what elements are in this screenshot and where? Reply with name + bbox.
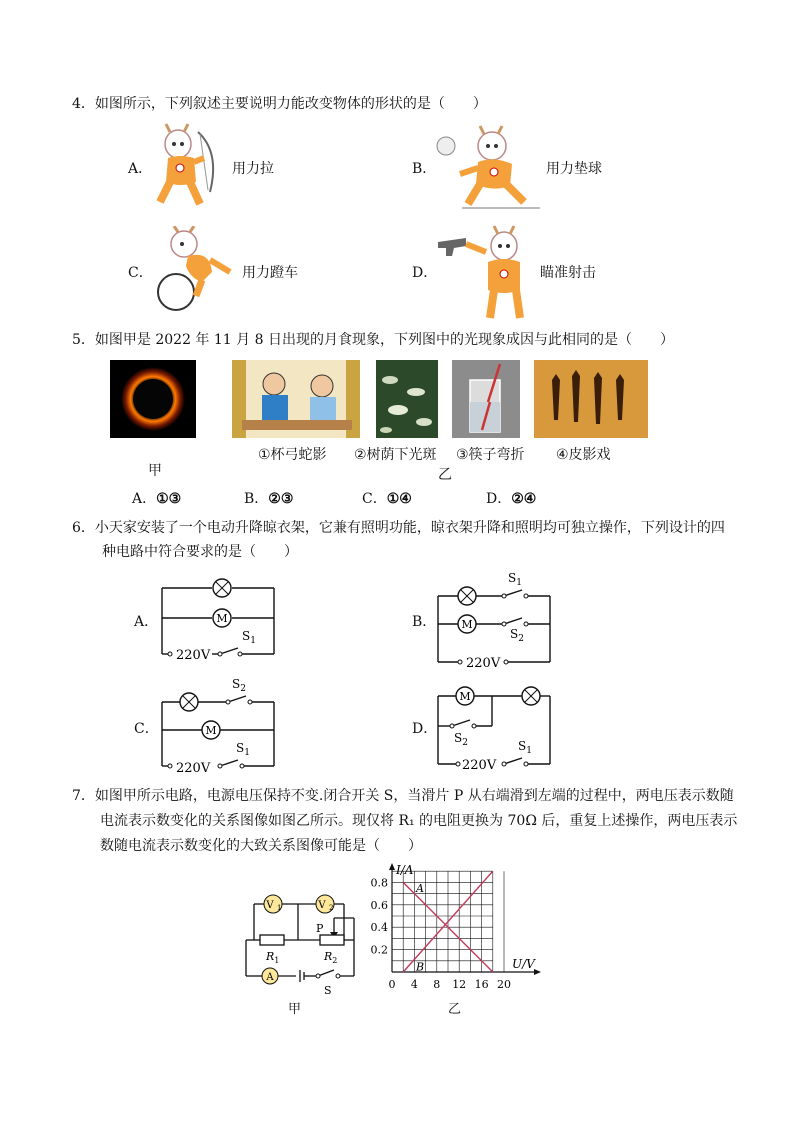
bent-chopstick-image [452,360,520,438]
svg-text:M: M [461,618,473,631]
q5-caption-1: ①杯弓蛇影 [258,447,327,463]
q7-stem-line3: 数随电流表示数变化的大致关系图像可能是（ ） [100,838,422,854]
point-label-b: B [415,960,425,974]
q5-option-a-value: ①③ [156,491,182,507]
q7-fig-jia-label: 甲 [288,1002,302,1017]
svg-text:2: 2 [329,904,334,912]
goat-volleyball-image [432,124,542,210]
motor-icon [456,687,474,705]
svg-text:S1: $S_1$ [518,739,532,756]
q5-fig-jia-label: 甲 [148,463,162,479]
q6-stem-line2: 种电路中符合要求的是（ ） [102,544,298,560]
lamp-icon [522,687,540,705]
svg-text:S2: $S_2$ [454,731,468,748]
q5-option-c-letter: C． [362,491,387,507]
q6-option-d-letter[interactable]: D． [412,721,438,737]
q6-stem-line1: 6．小天家安装了一个电动升降晾衣架，它兼有照明功能，晾衣架升降和照明均可独立操作，下列设计的四 [72,520,725,536]
svg-text:M: M [459,690,471,703]
q4-option-c-letter[interactable]: C． [128,265,153,281]
q5-caption-2: ②树荫下光斑 [354,447,437,463]
svg-text:M: M [216,612,228,625]
q4-option-a-letter[interactable]: A． [128,161,153,177]
q5-option-b[interactable] [244,488,293,508]
x-tick-label: 12 [452,978,467,991]
q7-graph-yi [368,860,544,1010]
svg-text:S: S [324,984,332,997]
x-tick-label: 4 [410,978,418,991]
y-tick-label: 0.2 [370,943,388,957]
q5-option-d[interactable] [486,488,536,508]
q5-stem: 5．如图甲是 2022 年 11 月 8 日出现的月食现象，下列图中的光现象成因与此相同的是（ ） [72,332,674,348]
svg-text:A: A [266,972,274,983]
q5-option-a-letter: A． [132,491,157,507]
lunar-eclipse-image [110,360,196,438]
svg-text:M: M [205,724,217,737]
y-tick-label: 0.4 [370,921,388,935]
q5-caption-3: ③筷子弯折 [456,447,525,463]
tree-shade-spots-image [376,360,438,438]
q5-option-d-value: ②④ [511,491,537,507]
q6-option-a-letter[interactable]: A． [134,614,159,630]
q7-stem-line2: 电流表示数变化的关系图像如图乙所示。现仅将 R₁ 的电阻更换为 70Ω 后，重复上述操作，两电压表示 [100,813,738,829]
q5-fig-yi-label: 乙 [438,467,452,483]
x-tick-label: 16 [474,978,489,991]
svg-text:220V: 220V [176,761,211,776]
goat-archer-image [150,122,230,210]
circuit-d-diagram [430,676,560,776]
q6-option-c-letter[interactable]: C． [134,721,159,737]
x-axis-label: U/V [512,957,535,971]
svg-text:220V: 220V [462,758,497,773]
shadow-puppet-image [534,360,648,438]
motor-icon [213,609,231,627]
lamp-icon [213,579,231,597]
q5-option-c[interactable] [362,488,412,508]
q4-option-a-caption: 用力拉 [232,161,274,177]
svg-text:V: V [266,900,274,911]
ammeter-icon [262,968,278,984]
goat-bicycle-image [150,226,240,316]
motor-icon [202,721,220,739]
voltmeter-v2-icon [316,895,334,913]
svg-text:P: P [316,922,324,935]
q5-option-b-letter: B． [244,491,269,507]
voltmeter-v1-icon [264,895,282,913]
lamp-icon [180,693,198,711]
svg-text:S1: $S_1$ [242,629,256,646]
point-label-a: A [416,882,424,895]
q5-caption-4: ④皮影戏 [556,447,611,463]
circuit-a-diagram [150,572,280,664]
motor-icon [458,615,476,633]
x-axis-arrow [534,969,541,975]
q4-option-c-caption: 用力蹬车 [242,265,298,281]
svg-text:S2: $S_2$ [232,677,246,694]
q5-option-c-value: ①④ [386,491,412,507]
svg-text:S1: $S_1$ [236,741,250,758]
goat-pistol-image [436,222,536,322]
lamp-icon [458,587,476,605]
q7-stem-line1: 7．如图甲所示电路，电源电压保持不变.闭合开关 S，当滑片 P 从右端滑到左端的过程中，两电压表示数随 [72,788,734,804]
circuit-c-diagram [150,676,280,778]
y-axis-label: I/A [396,863,414,877]
circuit-b-diagram [430,570,560,670]
y-tick-label: 0.6 [370,898,388,912]
q7-circuit-jia [234,888,364,998]
svg-text:V: V [318,900,326,911]
q5-option-d-letter: D． [486,491,512,507]
svg-text:R2: $R_2$ [324,950,338,965]
svg-text:220V: 220V [466,656,501,670]
q4-option-b-caption: 用力垫球 [546,161,602,177]
svg-text:R1: $R_1$ [266,950,280,965]
x-tick-label: 0 [388,978,396,991]
y-tick-label: 0.8 [370,876,388,890]
q4-option-b-letter[interactable]: B． [412,161,437,177]
svg-text:S1: $S_1$ [508,571,522,588]
q4-option-d-letter[interactable]: D． [412,265,438,281]
x-tick-label: 8 [433,978,441,991]
q5-option-b-value: ②③ [268,491,294,507]
x-tick-label: 20 [497,978,511,991]
svg-text:220V: 220V [176,648,211,663]
svg-text:1: 1 [277,904,282,912]
q7-fig-yi-label: 乙 [448,1002,462,1017]
q4-stem: 4．如图所示，下列叙述主要说明力能改变物体的形状的是（ ） [72,96,487,112]
q4-option-d-caption: 瞄准射击 [540,265,596,281]
cup-bow-snake-image [232,360,360,438]
q5-option-a[interactable] [132,488,181,508]
q6-option-b-letter[interactable]: B． [412,614,437,630]
svg-text:S2: $S_2$ [510,627,524,644]
y-axis-arrow [389,863,395,870]
